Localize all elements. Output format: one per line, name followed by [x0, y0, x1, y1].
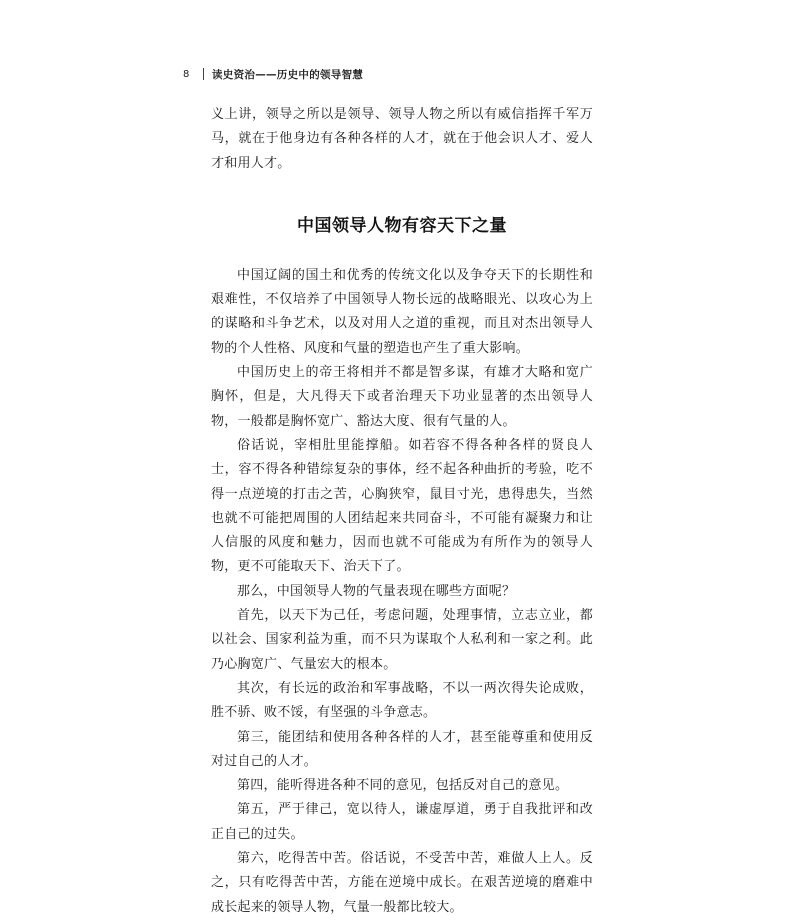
continued-paragraph: 义上讲，领导之所以是领导、领导人物之所以有威信指挥千军万马，就在于他身边有各种各样的人才，就在于他会识人才、爱人才和用人才。 [211, 107, 593, 171]
title-spacer [211, 256, 593, 264]
book-title: 读史资治——历史中的领导智慧 [212, 68, 364, 81]
paragraph-1: 中国辽阔的国土和优秀的传统文化以及争夺天下的长期性和艰难性，不仅培养了中国领导人物长远的战略眼光、以攻心为上的谋略和斗争艺术，以及对用人之道的重视，而且对杰出领导人物的个人性格、风度和气量的塑造也产生了重大影响。 [211, 267, 593, 356]
paragraph-2: 中国历史上的帝王将相并不都是智多谋，有雄才大略和宽广胸怀，但是，大凡得天下或者治理天下功业显著的杰出领导人物，一般都是胸怀宽广、豁达大度、很有气量的人。 [211, 365, 593, 429]
paragraph-7: 第三，能团结和使用各种各样的人才，甚至能尊重和使用反对过自己的人才。 [211, 729, 593, 769]
paragraph-4: 那么，中国领导人物的气量表现在哪些方面呢？ [237, 583, 516, 599]
paragraph-8: 第四，能听得进各种不同的意见，包括反对自己的意见。 [237, 778, 569, 794]
paragraph-6: 其次，有长远的政治和军事战略，不以一两次得失论成败，胜不骄、败不馁，有坚强的斗争意志。 [211, 680, 593, 721]
page-number: 8 [183, 68, 190, 80]
running-header [183, 66, 363, 82]
section-title: 中国领导人物有容天下之量 [297, 215, 507, 236]
paragraph-3: 俗话说，宰相肚里能撑船。如若容不得各种各样的贤良人士，容不得各种错综复杂的事体，经不起各种曲折的考验，吃不得一点逆境的打击之苦，心胸狭窄，鼠目寸光，患得患失，当然也就不可能把周围的人团结起来共同奋斗，不可能有凝聚力和让人信服的风度和魅力，因而也就不可能成为有所作为的领导人物，更不可能取天下、治天下了。 [211, 437, 593, 575]
paragraph-5: 首先，以天下为己任，考虑问题，处理事情，立志立业，都以社会、国家利益为重，而不只为谋取个人私利和一家之利。此乃心胸宽广、气量宏大的根本。 [211, 608, 593, 672]
header-divider [203, 68, 204, 80]
paragraph-10: 第六，吃得苦中苦。俗话说，不受苦中苦，难做人上人。反之，只有吃得苦中苦，方能在逆境中成长。在艰苦逆境的磨难中成长起来的领导人物，气量一般都比较大。 [211, 851, 593, 915]
page-body [211, 103, 593, 920]
paragraph-9: 第五，严于律己，宽以待人，谦虚厚道，勇于自我批评和改正自己的过失。 [211, 802, 593, 842]
